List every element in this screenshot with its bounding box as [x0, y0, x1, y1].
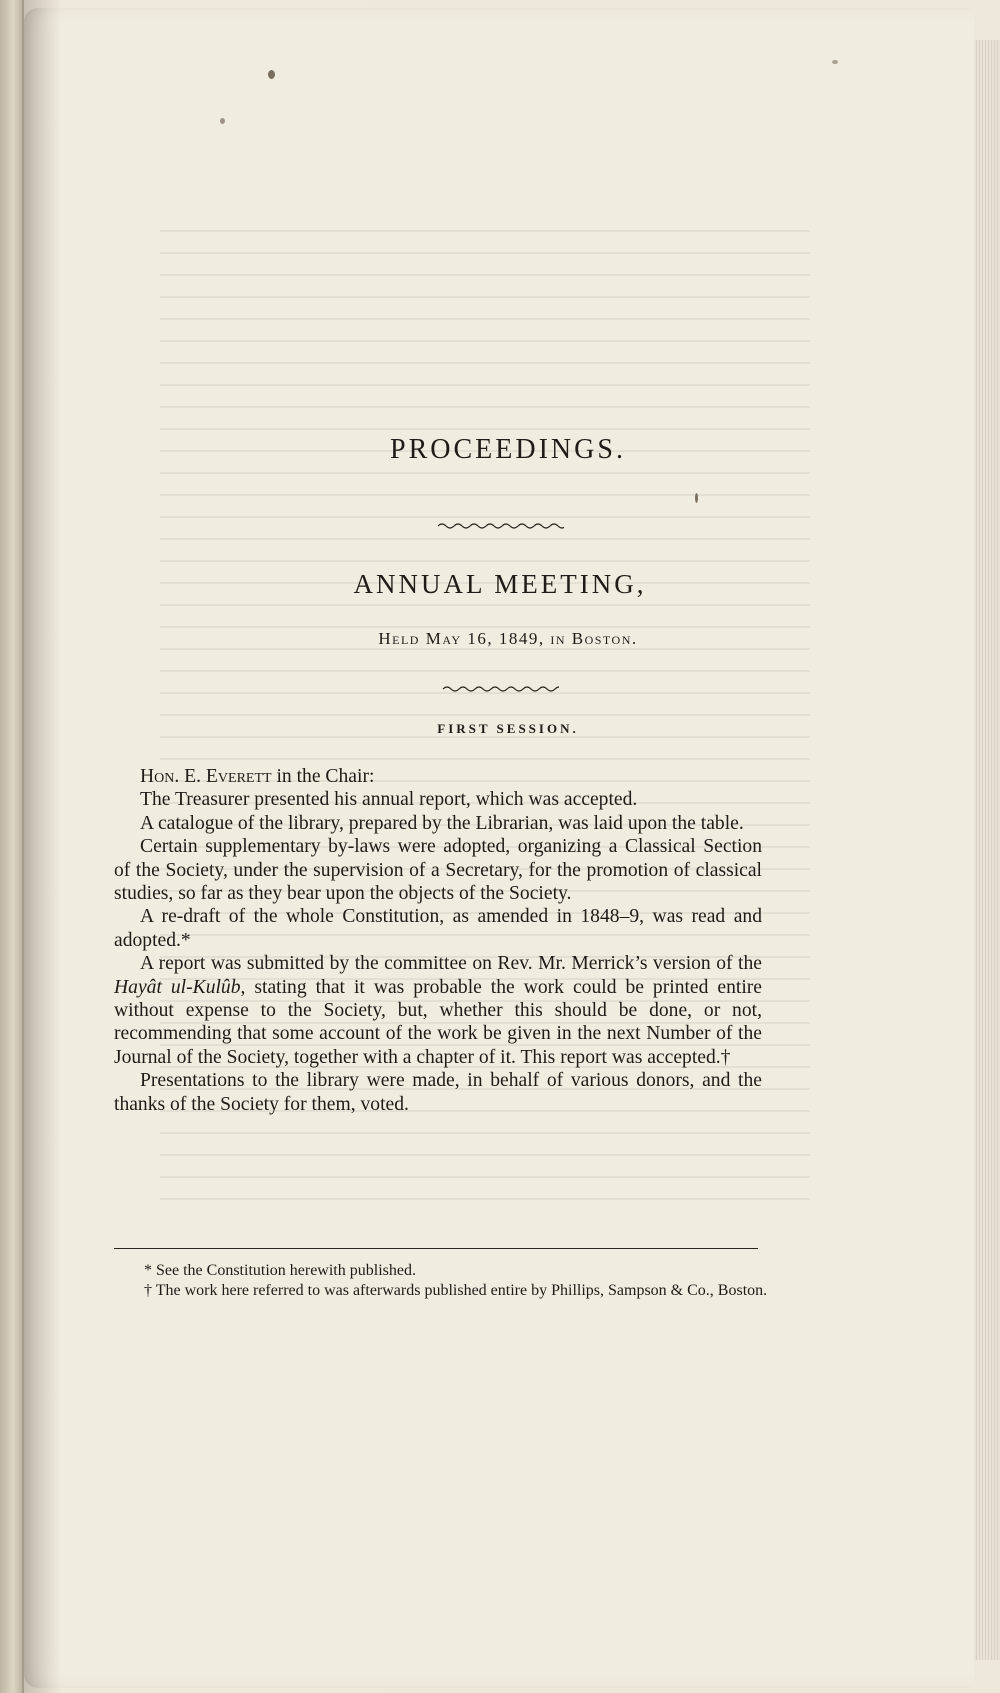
paragraph-chair [114, 765, 762, 788]
paper-speck [695, 493, 698, 503]
footnotes [124, 1261, 774, 1300]
session-minutes [114, 765, 762, 1116]
paragraph-report [114, 952, 762, 1069]
ornament-rule-bottom [0, 681, 1000, 699]
paper-speck [832, 60, 838, 64]
ornament-rule-top [0, 518, 1000, 536]
chair-text: in the Chair: [271, 766, 375, 787]
meeting-date-place: Held May 16, 1849, in Boston. [378, 629, 638, 648]
meeting-title: ANNUAL MEETING, [353, 569, 647, 599]
page-title: PROCEEDINGS. [390, 434, 626, 465]
footnote-constitution: * See the Constitution herewith published. [144, 1262, 416, 1279]
paragraph-bylaws: Certain supplementary by-laws were adopted, organizing a Classical Section of the Society, under the supervision of a Secretary, for the promotion of classical studies, so far as they bear upon the objects of the Society. [114, 836, 762, 905]
paper-speck [220, 118, 225, 124]
paragraph-presentations: Presentations to the library were made, in behalf of various donors, and the thanks of the Society for them, voted. [114, 1070, 762, 1115]
paragraph-constitution: A re-draft of the whole Constitution, as amended in 1848–9, was read and adopted.* [114, 906, 762, 951]
paragraph-treasurer: The Treasurer presented his annual report, which was accepted. [140, 789, 638, 811]
paper-speck [268, 70, 275, 79]
report-text-before: A report was submitted by the committee on Rev. Mr. Merrick’s version of the [140, 953, 762, 975]
session-title: FIRST SESSION. [437, 721, 579, 736]
gutter-shadow [22, 0, 62, 1693]
report-text-after: , stating that it was probable the work could be printed entire without expense to the Society, but, whether this should be done, or not, recommending that some account of the work be given in the next Number of the Journal of the Society, together with a chapter of it. This report was accepted.† [114, 976, 762, 1068]
footnote-divider [114, 1248, 758, 1249]
previous-page-edge [0, 0, 24, 1693]
page-fore-edge [974, 40, 1000, 1660]
footnote-publication: † The work here referred to was afterwards published entire by Phillips, Sampson & Co., Boston. [144, 1281, 768, 1299]
paragraph-catalogue: A catalogue of the library, prepared by the Librarian, was laid upon the table. [140, 812, 744, 834]
chair-name: Hon. E. Everett [140, 766, 272, 787]
book-title: Hayât ul-Kulûb [114, 976, 241, 998]
